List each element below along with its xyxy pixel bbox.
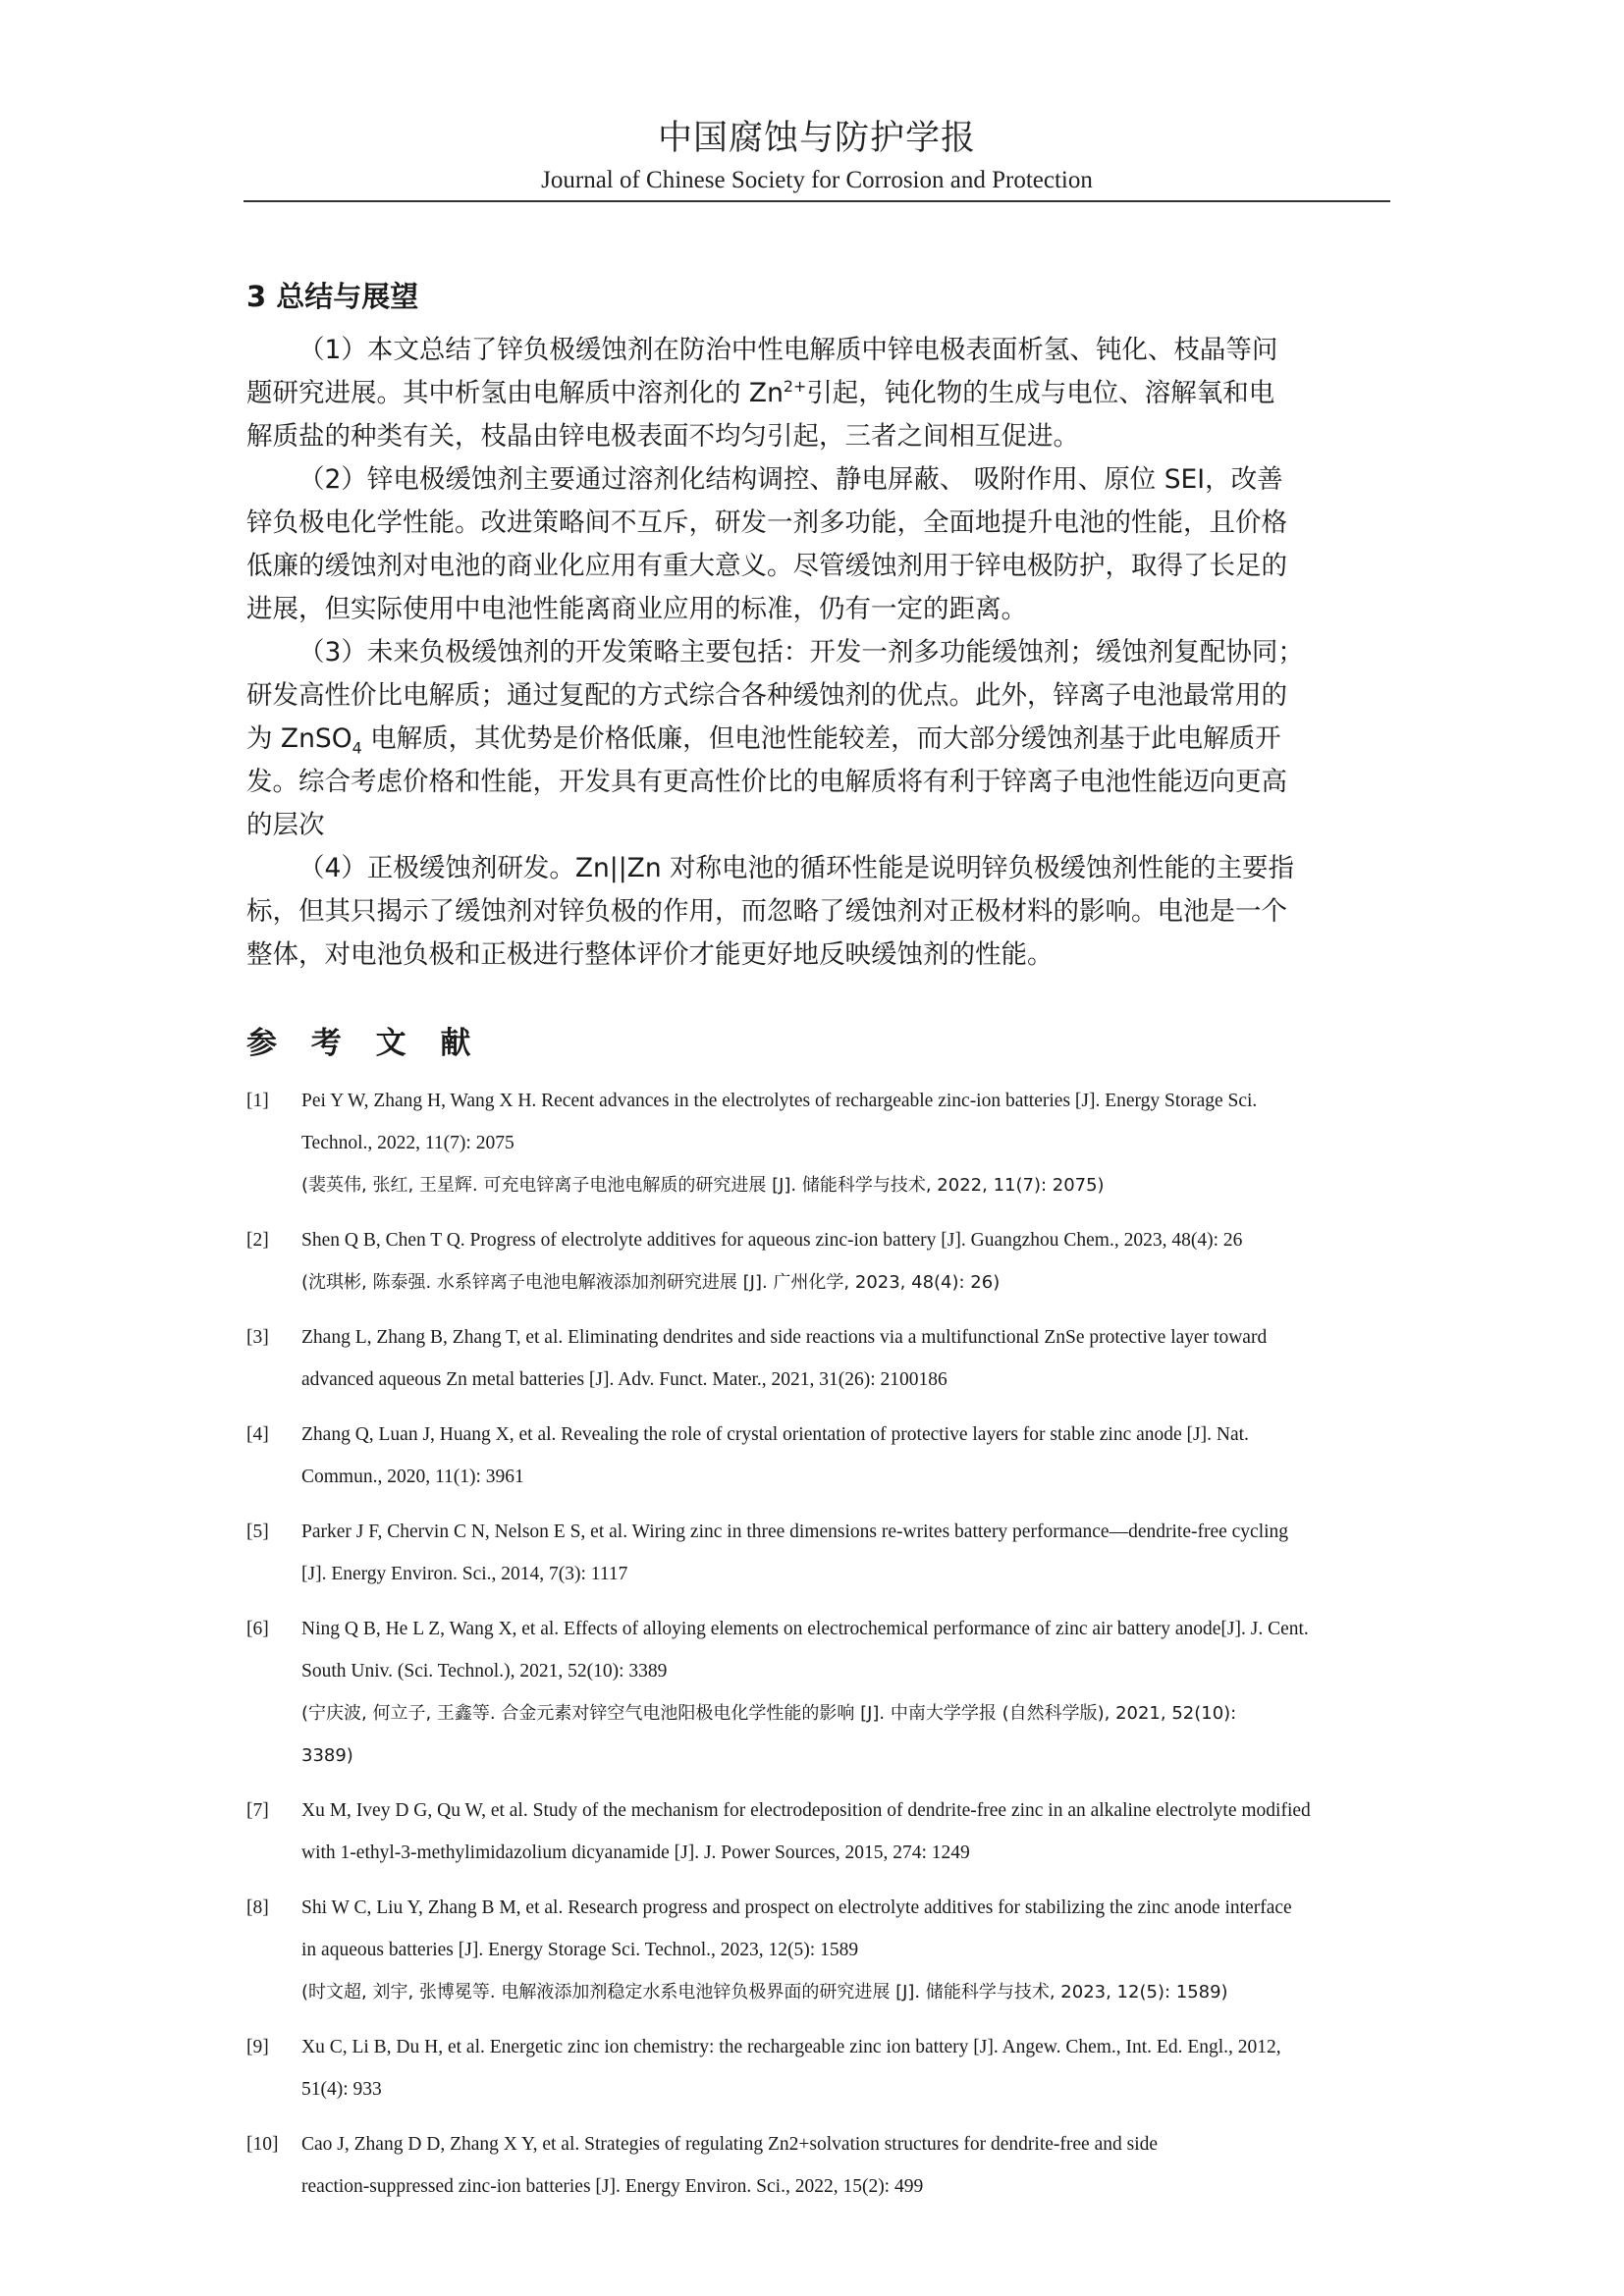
reference-line: Zhang Q, Luan J, Huang X, et al. Revealing the role of crystal orientation of protective layers for stable zinc anode [J]. Nat. [301, 1424, 1249, 1445]
paragraph-line: 的层次 [246, 810, 325, 840]
reference-number: [5] [246, 1522, 269, 1542]
reference-line: Technol., 2022, 11(7): 2075 [301, 1133, 514, 1153]
line-text: 为 ZnSO [246, 723, 352, 754]
paragraph-3 [246, 631, 1386, 847]
reference-line: in aqueous batteries [J]. Energy Storage Sci. Technol., 2023, 12(5): 1589 [301, 1940, 859, 1960]
reference-item [246, 2123, 1386, 2208]
reference-line: Shen Q B, Chen T Q. Progress of electrolyte additives for aqueous zinc-ion battery [J]. Guangzhou Chem., 2023, 48(4): 26 [301, 1230, 1243, 1251]
reference-line: Parker J F, Chervin C N, Nelson E S, et al. Wiring zinc in three dimensions re-writes battery performance—dendrite-free cycling [301, 1522, 1289, 1542]
reference-line: with 1-ethyl-3-methylimidazolium dicyanamide [J]. J. Power Sources, 2015, 274: 1249 [301, 1842, 970, 1863]
reference-number: [9] [246, 2037, 269, 2057]
journal-title-cn: 中国腐蚀与防护学报 [657, 119, 976, 158]
journal-title-en: Journal of Chinese Society for Corrosion and Protection [541, 167, 1093, 193]
paragraph-line: 锌负极电化学性能。改进策略间不互斥，研发一剂多功能，全面地提升电池的性能，且价格 [246, 507, 1287, 538]
reference-item [246, 1511, 1386, 1595]
reference-list [246, 1080, 1386, 2220]
paragraph-line: （1）本文总结了锌负极缓蚀剂在防治中性电解质中锌电极表面析氢、钝化、枝晶等问 [298, 335, 1278, 365]
reference-number: [10] [246, 2134, 279, 2155]
paragraph-line: 低廉的缓蚀剂对电池的商业化应用有重大意义。尽管缓蚀剂用于锌电极防护，取得了长足的 [246, 551, 1287, 581]
paragraph-line [246, 372, 1386, 415]
reference-item [246, 1219, 1386, 1304]
paragraph-2 [246, 458, 1386, 631]
reference-line: Pei Y W, Zhang H, Wang X H. Recent advances in the electrolytes of rechargeable zinc-ion batteries [J]. Energy Storage Sci. [301, 1091, 1258, 1111]
reference-citation [301, 1887, 1386, 1971]
reference-number: [6] [246, 1619, 269, 1639]
line-text: 引起，钝化物的生成与电位、溶解氧和电 [806, 378, 1275, 408]
reference-line: Cao J, Zhang D D, Zhang X Y, et al. Strategies of regulating Zn2+solvation structures for dendrite-free and side [301, 2134, 1159, 2155]
reference-line: Xu M, Ivey D G, Qu W, et al. Study of the mechanism for electrodeposition of dendrite-free zinc in an alkaline electrolyte modified [301, 1800, 1311, 1821]
references-title: 参 考 文 献 [246, 1026, 483, 1061]
reference-line: [J]. Energy Environ. Sci., 2014, 7(3): 1117 [301, 1564, 628, 1584]
paragraph-line [246, 718, 1386, 761]
reference-line-cn: (宁庆波, 何立子, 王鑫等. 合金元素对锌空气电池阳极电化学性能的影响 [J]. 中南大学学报 (自然科学版), 2021, 52(10): [301, 1703, 1237, 1724]
reference-line: advanced aqueous Zn metal batteries [J]. Adv. Funct. Mater., 2021, 31(26): 2100186 [301, 1369, 947, 1390]
reference-item [246, 1608, 1386, 1777]
reference-item [246, 1080, 1386, 1206]
reference-number: [3] [246, 1327, 269, 1348]
journal-header [244, 116, 1390, 198]
reference-line-cn: (沈琪彬, 陈泰强. 水系锌离子电池电解液添加剂研究进展 [J]. 广州化学, 2023, 48(4): 26) [301, 1272, 1001, 1293]
reference-number: [2] [246, 1230, 269, 1251]
reference-citation [301, 1511, 1386, 1595]
reference-citation [301, 1608, 1386, 1692]
reference-citation [301, 2123, 1386, 2208]
reference-line-cn: 3389) [301, 1745, 353, 1766]
reference-line-cn: (裴英伟, 张红, 王星辉. 可充电锌离子电池电解质的研究进展 [J]. 储能科学与技术, 2022, 11(7): 2075) [301, 1175, 1105, 1196]
reference-number: [8] [246, 1897, 269, 1918]
reference-item [246, 2026, 1386, 2110]
reference-line: South Univ. (Sci. Technol.), 2021, 52(10): 3389 [301, 1661, 668, 1682]
paragraph-line: 整体，对电池负极和正极进行整体评价才能更好地反映缓蚀剂的性能。 [246, 939, 1054, 970]
reference-line: Commun., 2020, 11(1): 3961 [301, 1467, 524, 1487]
reference-line: 51(4): 933 [301, 2079, 382, 2100]
reference-citation-cn [301, 1971, 1386, 2013]
section-body [246, 329, 1386, 977]
paragraph-4 [246, 847, 1386, 977]
paragraph-line: 解质盐的种类有关，枝晶由锌电极表面不均匀引起，三者之间相互促进。 [246, 421, 1079, 452]
reference-citation [301, 2026, 1386, 2110]
paragraph-line: （3）未来负极缓蚀剂的开发策略主要包括：开发一剂多功能缓蚀剂；缓蚀剂复配协同； [298, 637, 1304, 667]
header-divider [244, 200, 1390, 202]
reference-line: Xu C, Li B, Du H, et al. Energetic zinc ion chemistry: the rechargeable zinc ion battery [J]. Angew. Chem., Int. Ed. Engl., 2012, [301, 2037, 1281, 2057]
reference-item [246, 1414, 1386, 1498]
reference-citation-cn [301, 1692, 1386, 1777]
paragraph-line: （4）正极缓蚀剂研发。Zn||Zn 对称电池的循环性能是说明锌负极缓蚀剂性能的主要指 [298, 853, 1295, 883]
reference-line: Ning Q B, He L Z, Wang X, et al. Effects of alloying elements on electrochemical performance of zinc air battery anode[J]. J. Cent. [301, 1619, 1309, 1639]
reference-number: [1] [246, 1091, 269, 1111]
reference-citation [301, 1789, 1386, 1874]
reference-number: [7] [246, 1800, 269, 1821]
paragraph-line: 研发高性价比电解质；通过复配的方式综合各种缓蚀剂的优点。此外，锌离子电池最常用的 [246, 680, 1287, 711]
reference-citation [301, 1316, 1386, 1401]
paragraph-line: 进展，但实际使用中电池性能离商业应用的标准，仍有一定的距离。 [246, 594, 1027, 624]
subscript: 4 [352, 738, 362, 758]
reference-citation [301, 1414, 1386, 1498]
reference-line: Shi W C, Liu Y, Zhang B M, et al. Research progress and prospect on electrolyte additives for stabilizing the zinc anode interface [301, 1897, 1292, 1918]
paragraph-1 [246, 329, 1386, 458]
reference-number: [4] [246, 1424, 269, 1445]
reference-item [246, 1316, 1386, 1401]
reference-item [246, 1887, 1386, 2013]
paragraph-line: （2）锌电极缓蚀剂主要通过溶剂化结构调控、静电屏蔽、 吸附作用、原位 SEI，改善 [298, 464, 1283, 495]
superscript: 2+ [783, 377, 807, 397]
paragraph-line: 标，但其只揭示了缓蚀剂对锌负极的作用，而忽略了缓蚀剂对正极材料的影响。电池是一个 [246, 896, 1287, 927]
reference-item [246, 1789, 1386, 1874]
reference-citation-cn [301, 1164, 1386, 1206]
reference-citation-cn [301, 1261, 1386, 1304]
reference-line: Zhang L, Zhang B, Zhang T, et al. Eliminating dendrites and side reactions via a multifunctional ZnSe protective layer toward [301, 1327, 1268, 1348]
paragraph-line: 发。综合考虑价格和性能，开发具有更高性价比的电解质将有利于锌离子电池性能迈向更高 [246, 767, 1287, 797]
reference-line-cn: (时文超, 刘宇, 张博冕等. 电解液添加剂稳定水系电池锌负极界面的研究进展 [J]. 储能科学与技术, 2023, 12(5): 1589) [301, 1982, 1228, 2002]
section-title: 3 总结与展望 [246, 280, 419, 313]
line-text: 题研究进展。其中析氢由电解质中溶剂化的 Zn [246, 378, 784, 408]
line-text: 电解质，其优势是价格低廉，但电池性能较差，而大部分缓蚀剂基于此电解质开 [361, 723, 1281, 754]
reference-citation [301, 1080, 1386, 1164]
reference-citation [301, 1219, 1386, 1261]
reference-line: reaction-suppressed zinc-ion batteries [J]. Energy Environ. Sci., 2022, 15(2): 499 [301, 2176, 924, 2197]
